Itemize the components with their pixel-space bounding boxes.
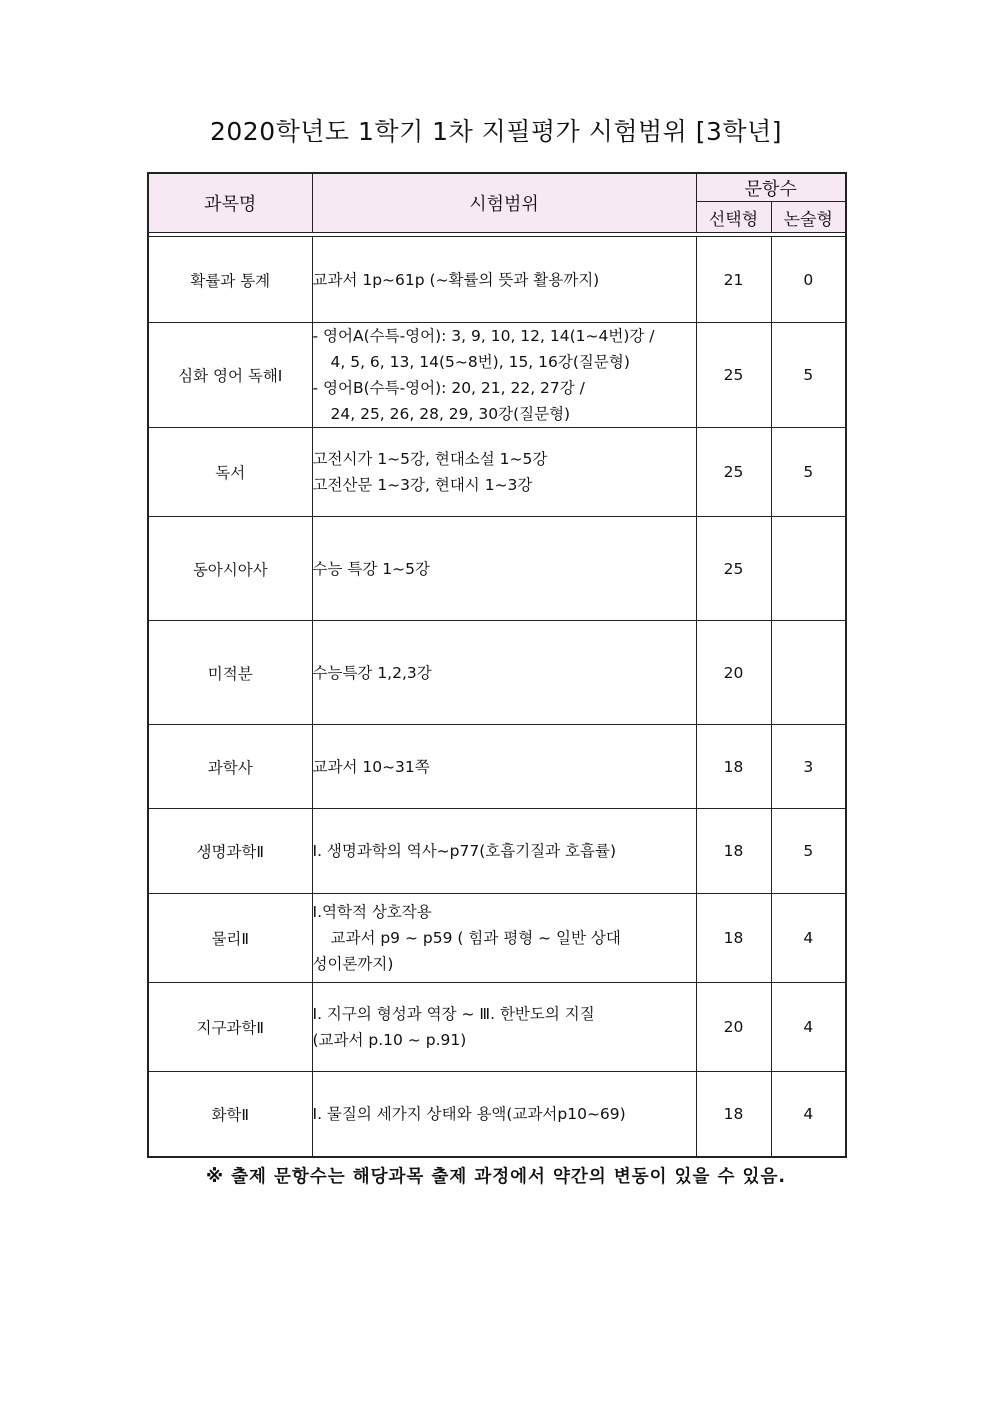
header-subject: 과목명 — [148, 173, 312, 233]
table-row — [148, 621, 846, 725]
choice-count-cell: 21 — [696, 237, 771, 323]
essay-count-cell — [771, 517, 846, 621]
choice-count-cell: 25 — [696, 323, 771, 428]
range-line: Ⅰ. 생명과학의 역사~p77(호흡기질과 호흡률) — [312, 842, 617, 860]
table-row — [148, 1072, 846, 1157]
range-line: Ⅰ.역학적 상호작용 — [312, 903, 432, 921]
choice-count-cell: 20 — [696, 621, 771, 725]
range-line: - 영어B(수특-영어): 20, 21, 22, 27강 / — [312, 379, 585, 397]
range-line: 수능 특강 1~5강 — [312, 559, 430, 578]
table-row — [148, 237, 846, 323]
essay-count-cell: 0 — [771, 237, 846, 323]
range-line: (교과서 p.10 ~ p.91) — [312, 1031, 467, 1049]
range-cell — [312, 621, 696, 725]
range-cell — [312, 983, 696, 1072]
range-line: 교과서 p9 ~ p59 ( 힘과 평형 ~ 일반 상대 — [330, 929, 621, 947]
range-cell — [312, 1072, 696, 1157]
table-row — [148, 983, 846, 1072]
table-row — [148, 809, 846, 894]
choice-count-cell: 18 — [696, 725, 771, 809]
page-title: 2020학년도 1학기 1차 지필평가 시험범위 [3학년] — [210, 117, 782, 146]
header-range: 시험범위 — [312, 173, 696, 233]
header-count: 문항수 — [696, 173, 846, 202]
range-line: 수능특강 1,2,3강 — [312, 663, 432, 682]
essay-count-cell — [771, 621, 846, 725]
essay-count-cell: 5 — [771, 323, 846, 428]
essay-count-cell: 4 — [771, 1072, 846, 1157]
choice-count-cell: 18 — [696, 894, 771, 983]
subject-cell: 독서 — [148, 428, 312, 517]
table-row — [148, 517, 846, 621]
subject-cell: 동아시아사 — [148, 517, 312, 621]
subject-cell: 과학사 — [148, 725, 312, 809]
range-line: 고전시가 1~5강, 현대소설 1~5강 — [312, 450, 548, 468]
essay-count-cell: 4 — [771, 894, 846, 983]
range-line: - 영어A(수특-영어): 3, 9, 10, 12, 14(1~4번)강 / — [312, 327, 655, 345]
subject-cell: 물리Ⅱ — [148, 894, 312, 983]
range-cell — [312, 517, 696, 621]
table-row — [148, 725, 846, 809]
range-cell — [312, 809, 696, 894]
subject-cell: 확률과 통계 — [148, 237, 312, 323]
range-line: 성이론까지) — [312, 955, 394, 973]
range-line: 교과서 10~31쪽 — [312, 757, 430, 776]
choice-count-cell: 20 — [696, 983, 771, 1072]
range-line: Ⅰ. 지구의 형성과 역장 ~ Ⅲ. 한반도의 지질 — [312, 1005, 595, 1023]
choice-count-cell: 18 — [696, 809, 771, 894]
range-cell — [312, 725, 696, 809]
range-cell — [312, 237, 696, 323]
essay-count-cell: 3 — [771, 725, 846, 809]
subject-cell: 미적분 — [148, 621, 312, 725]
table-row — [148, 323, 846, 428]
subject-cell: 지구과학Ⅱ — [148, 983, 312, 1072]
subject-cell: 화학Ⅱ — [148, 1072, 312, 1157]
footnote: ※ 출제 문항수는 해당과목 출제 과정에서 약간의 변동이 있을 수 있음. — [205, 1167, 787, 1187]
subject-cell: 생명과학Ⅱ — [148, 809, 312, 894]
range-line: 4, 5, 6, 13, 14(5~8번), 15, 16강(질문형) — [330, 353, 630, 371]
range-cell — [312, 894, 696, 983]
choice-count-cell: 25 — [696, 428, 771, 517]
range-line: 교과서 1p~61p (~확률의 뜻과 활용까지) — [312, 270, 600, 289]
choice-count-cell: 25 — [696, 517, 771, 621]
header-essay: 논술형 — [771, 202, 846, 233]
exam-range-table — [147, 172, 847, 1158]
choice-count-cell: 18 — [696, 1072, 771, 1157]
essay-count-cell: 4 — [771, 983, 846, 1072]
essay-count-cell: 5 — [771, 809, 846, 894]
range-line: Ⅰ. 물질의 세가지 상태와 용액(교과서p10~69) — [312, 1104, 626, 1123]
table-row — [148, 428, 846, 517]
range-cell — [312, 428, 696, 517]
subject-cell: 심화 영어 독해Ⅰ — [148, 323, 312, 428]
range-line: 고전산문 1~3강, 현대시 1~3강 — [312, 476, 533, 494]
table-row — [148, 894, 846, 983]
essay-count-cell: 5 — [771, 428, 846, 517]
header-choice: 선택형 — [696, 202, 771, 233]
range-cell — [312, 323, 696, 428]
range-line: 24, 25, 26, 28, 29, 30강(질문형) — [330, 405, 571, 423]
